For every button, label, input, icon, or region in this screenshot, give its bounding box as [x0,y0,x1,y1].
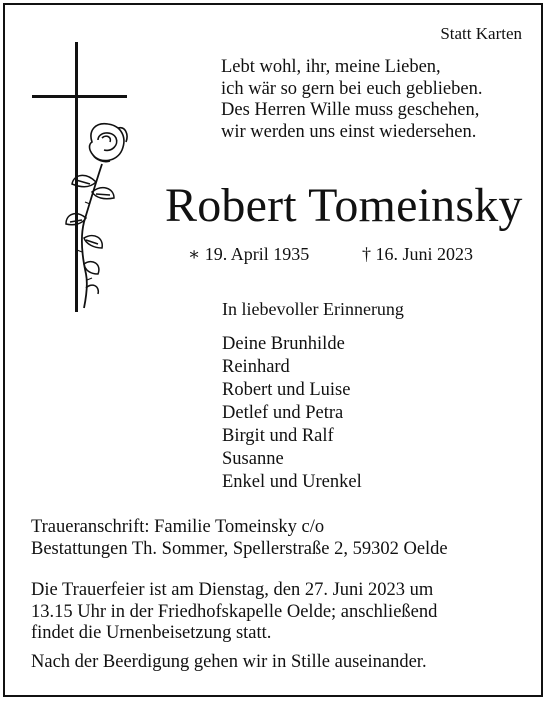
address-line: Bestattungen Th. Sommer, Spellerstraße 2, 59302 Oelde [31,538,448,559]
ceremony-line: Die Trauerfeier ist am Dienstag, den 27. Juni 2023 um [31,580,434,600]
mourner-item: Susanne [222,449,284,469]
mourner-item: Robert und Luise [222,380,351,400]
death-date: † 16. Juni 2023 [362,244,474,264]
mourner-item: Detlef und Petra [222,403,344,423]
address-line: Traueranschrift: Familie Tomeinsky c/o [31,517,325,537]
verse-line: Des Herren Wille muss geschehen, [221,100,480,120]
mourners-list [222,333,362,494]
deceased-name: Robert Tomeinsky [165,179,523,232]
closing-note: Nach der Beerdigung gehen wir in Stille auseinander. [31,652,427,672]
ceremony-info [31,580,437,645]
cross-with-rose-icon [30,42,140,312]
verse-line: wir werden uns einst wiedersehen. [221,121,477,142]
farewell-verse [221,57,482,143]
statt-karten-label: Statt Karten [440,24,522,43]
mourner-item: Birgit und Ralf [222,426,334,446]
mourner-item: Deine Brunhilde [222,334,345,354]
mourning-address [31,517,448,560]
ceremony-line: 13.15 Uhr in der Friedhofskapelle Oelde; anschließend [31,601,438,622]
verse-line: ich wär so gern bei euch geblieben. [221,78,483,99]
mourner-item: Enkel und Urenkel [222,472,362,492]
verse-line: Lebt wohl, ihr, meine Lieben, [221,57,441,77]
mourner-item: Reinhard [222,357,290,377]
memory-line: In liebevoller Erinnerung [222,299,404,319]
ceremony-line: findet die Urnenbeisetzung statt. [31,623,272,643]
birth-date: ∗ 19. April 1935 [188,244,310,264]
